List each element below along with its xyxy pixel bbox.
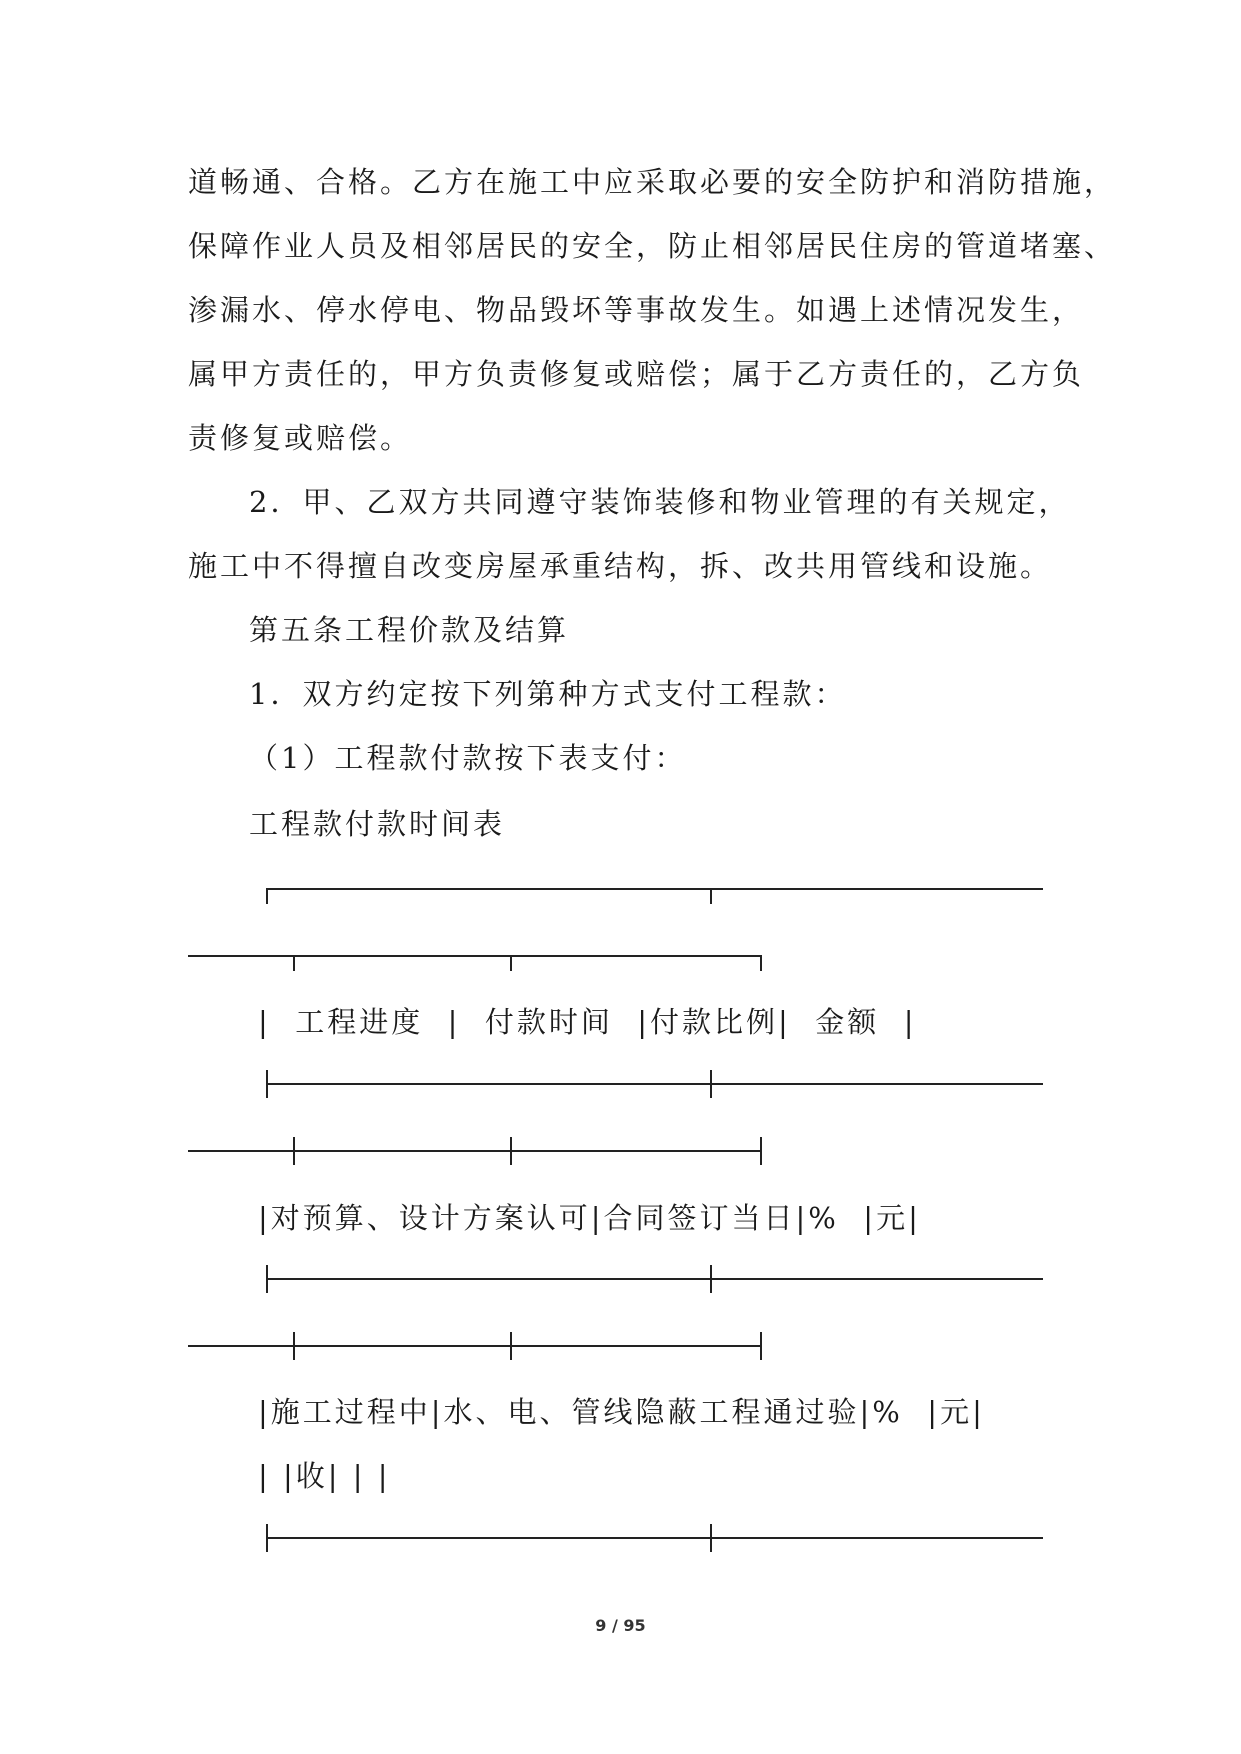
text-line-5: 责修复或赔偿。	[188, 421, 413, 455]
table-rule	[293, 1137, 295, 1165]
table-caption: 工程款付款时间表	[249, 807, 506, 841]
section-heading: 第五条工程价款及结算	[249, 613, 570, 647]
table-rule	[188, 1345, 762, 1347]
table-rule	[266, 1278, 1043, 1280]
table-rule	[760, 1332, 762, 1360]
text-line-3: 渗漏水、停水停电、物品毁坏等事故发生。如遇上述情况发生，	[188, 293, 1085, 327]
table-rule	[266, 888, 1043, 890]
text-line-2: 保障作业人员及相邻居民的安全，防止相邻居民住房的管道堵塞、	[188, 229, 1117, 263]
table-rule	[510, 1332, 512, 1360]
table-rule	[266, 1083, 1043, 1085]
table-row-2-continued: | |收| | |	[258, 1459, 391, 1493]
table-rule	[266, 1537, 1043, 1539]
table-rule	[710, 888, 712, 904]
table-rule	[266, 1524, 268, 1552]
table-rule	[266, 1265, 268, 1293]
text-line-7: 施工中不得擅自改变房屋承重结构，拆、改共用管线和设施。	[188, 549, 1053, 583]
table-rule	[293, 1332, 295, 1360]
text-line-4: 属甲方责任的，甲方负责修复或赔偿；属于乙方责任的，乙方负	[188, 357, 1085, 391]
table-rule	[510, 1137, 512, 1165]
table-rule	[710, 1524, 712, 1552]
text-line-6: 2．甲、乙双方共同遵守装饰装修和物业管理的有关规定，	[249, 485, 1071, 519]
table-rule	[710, 1070, 712, 1098]
table-row-1: |对预算、设计方案认可|合同签订当日|% |元|	[258, 1201, 921, 1235]
table-rule	[266, 1070, 268, 1098]
table-row-2: |施工过程中|水、电、管线隐蔽工程通过验|% |元|	[258, 1395, 985, 1429]
table-rule	[293, 955, 295, 971]
text-line-10: （1）工程款付款按下表支付：	[249, 741, 687, 775]
table-rule	[710, 1265, 712, 1293]
table-rule	[760, 955, 762, 971]
table-rule	[188, 1150, 762, 1152]
table-rule	[266, 888, 268, 904]
table-header-row: | 工程进度 | 付款时间 |付款比例| 金额 |	[258, 1005, 917, 1039]
table-rule	[510, 955, 512, 971]
page-number: 9 / 95	[595, 1616, 646, 1635]
text-line-9: 1．双方约定按下列第种方式支付工程款：	[249, 677, 847, 711]
text-line-1: 道畅通、合格。乙方在施工中应采取必要的安全防护和消防措施，	[188, 165, 1117, 199]
table-rule	[760, 1137, 762, 1165]
table-rule	[188, 955, 762, 957]
